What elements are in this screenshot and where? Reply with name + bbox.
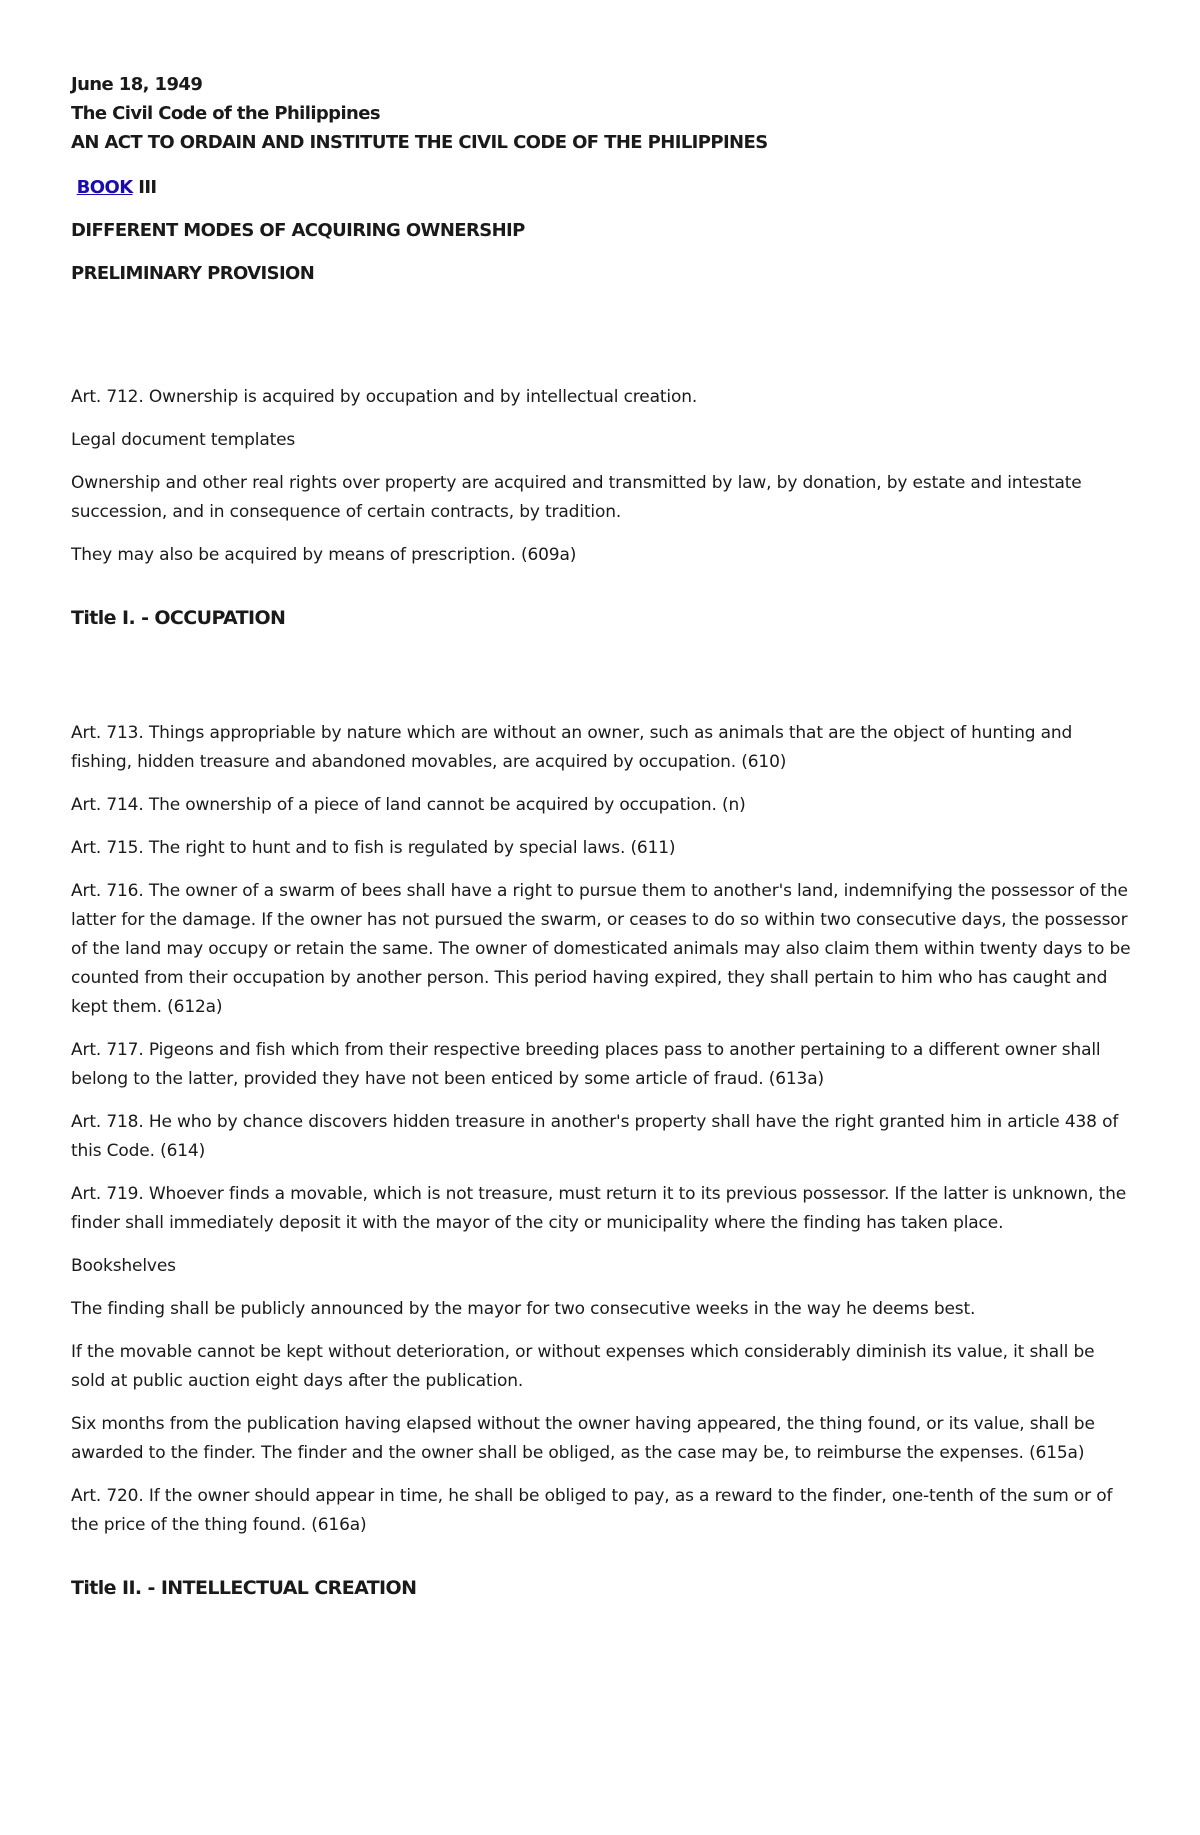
paragraph-prescription: They may also be acquired by means of prescription. (609a) <box>71 545 577 565</box>
article-714: Art. 714. The ownership of a piece of land cannot be acquired by occupation. (n) <box>71 795 746 815</box>
title-2-heading: Title II. - INTELLECTUAL CREATION <box>71 1577 417 1599</box>
article-718: Art. 718. He who by chance discovers hidden treasure in another's property shall have the right granted him in article 438 of this Code. (614) <box>71 1112 1119 1161</box>
book-heading <box>71 173 1131 202</box>
paragraph-award: Six months from the publication having elapsed without the owner having appeared, the thing found, or its value, shall be awarded to the finder. The finder and the owner shall be obliged, as the case may be, to reimburse the expenses. (615a) <box>71 1414 1095 1463</box>
article-716: Art. 716. The owner of a swarm of bees shall have a right to pursue them to another's land, indemnifying the possessor of the latter for the damage. If the owner has not pursued the swarm, or ceases to do so within two consecutive days, the possessor of the land may occupy or retain the same. The owner of domesticated animals may also claim them within twenty days to be counted from their occupation by another person. This period having expired, they shall pertain to him who has caught and kept them. (612a) <box>71 881 1131 1017</box>
article-712: Art. 712. Ownership is acquired by occupation and by intellectual creation. <box>71 387 698 407</box>
book-number: III <box>138 177 157 198</box>
article-719: Art. 719. Whoever finds a movable, which is not treasure, must return it to its previous possessor. If the latter is unknown, the finder shall immediately deposit it with the mayor of the city or municipality where the finding has taken place. <box>71 1184 1127 1233</box>
act-title: AN ACT TO ORDAIN AND INSTITUTE THE CIVIL CODE OF THE PHILIPPINES <box>71 132 768 153</box>
paragraph-announcement: The finding shall be publicly announced by the mayor for two consecutive weeks in the way he deems best. <box>71 1299 976 1319</box>
paragraph-auction: If the movable cannot be kept without deterioration, or without expenses which considerably diminish its value, it shall be sold at public auction eight days after the publication. <box>71 1342 1095 1391</box>
article-715: Art. 715. The right to hunt and to fish is regulated by special laws. (611) <box>71 838 676 858</box>
bookshelves-label: Bookshelves <box>71 1256 176 1276</box>
preliminary-provision-heading: PRELIMINARY PROVISION <box>71 263 315 284</box>
legal-templates-label: Legal document templates <box>71 430 296 450</box>
book-title: DIFFERENT MODES OF ACQUIRING OWNERSHIP <box>71 220 525 241</box>
book-link[interactable]: BOOK <box>76 177 133 198</box>
article-713: Art. 713. Things appropriable by nature which are without an owner, such as animals that are the object of hunting and fishing, hidden treasure and abandoned movables, are acquired by occupation. (610) <box>71 723 1073 772</box>
article-717: Art. 717. Pigeons and fish which from their respective breeding places pass to another pertaining to a different owner shall belong to the latter, provided they have not been enticed by some article of fraud. (613a) <box>71 1040 1101 1089</box>
article-720: Art. 720. If the owner should appear in time, he shall be obliged to pay, as a reward to the finder, one-tenth of the sum or of the price of the thing found. (616a) <box>71 1486 1113 1535</box>
document-page <box>71 70 1131 1603</box>
code-title: The Civil Code of the Philippines <box>71 103 380 124</box>
title-1-heading: Title I. - OCCUPATION <box>71 607 286 629</box>
paragraph-real-rights: Ownership and other real rights over property are acquired and transmitted by law, by donation, by estate and intestate succession, and in consequence of certain contracts, by tradition. <box>71 473 1082 522</box>
document-date: June 18, 1949 <box>71 74 203 95</box>
